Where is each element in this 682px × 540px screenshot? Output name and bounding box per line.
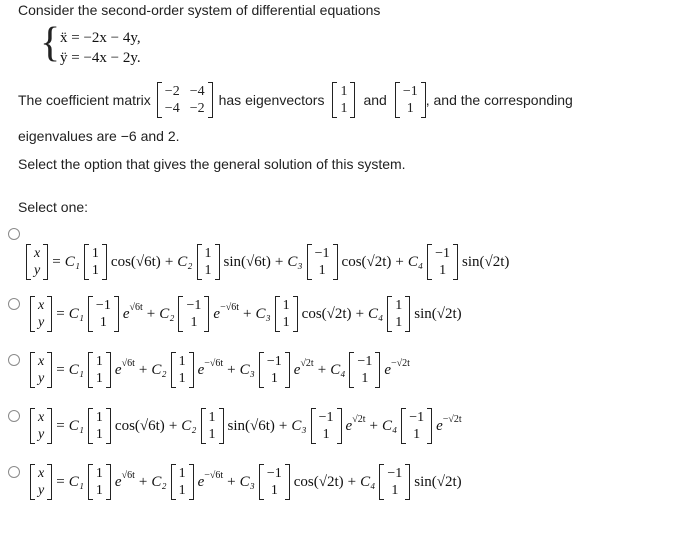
bracket: [102, 244, 107, 280]
math-token: e: [197, 473, 205, 490]
vector-entries: [162, 82, 208, 118]
coef-a12: −4: [189, 84, 205, 99]
math-token: 1: [282, 298, 290, 313]
vector-entries: [93, 408, 106, 444]
math-token: cos(√2t): [293, 473, 344, 490]
vector-entries: [384, 464, 405, 500]
vector: [171, 352, 194, 388]
bracket: [453, 244, 458, 280]
vector-entries: [93, 352, 106, 388]
math-token: cos(√6t): [114, 417, 165, 434]
math-token: sin(√6t): [223, 253, 271, 270]
math-token: −√6t: [204, 357, 224, 369]
question-intro: Consider the second-order system of differential equations: [18, 2, 381, 18]
vector: [88, 464, 111, 500]
math-token: e: [384, 361, 391, 378]
math-token: =: [56, 361, 65, 378]
math-token: x: [38, 298, 45, 313]
vector-entries: [93, 296, 114, 332]
vector: [197, 244, 220, 280]
math-token: 1: [395, 315, 403, 330]
math-token: C₂: [151, 473, 167, 490]
vector-entries: [35, 408, 47, 444]
math-token: 1: [95, 483, 103, 498]
bracket: [337, 408, 342, 444]
eigenvector-1: [332, 82, 355, 118]
math-token: cos(√2t): [301, 305, 352, 322]
math-token: −1: [266, 466, 282, 481]
math-token: 1: [208, 410, 216, 425]
vector-entries: [400, 82, 421, 118]
vector: [427, 244, 458, 280]
eigenvalues-line: eigenvalues are −6 and 2.: [18, 128, 180, 144]
math-token: +: [317, 361, 327, 378]
vector-entries: [183, 296, 204, 332]
bracket: [427, 408, 432, 444]
math-token: +: [369, 417, 378, 434]
math-token: 1: [95, 466, 103, 481]
math-token: +: [242, 305, 252, 322]
math-token: −1: [314, 246, 330, 261]
bracket: [106, 464, 111, 500]
math-token: C₃: [239, 361, 255, 378]
math-token: +: [138, 473, 148, 490]
math-token: 1: [395, 298, 403, 313]
math-token: −√6t: [204, 469, 224, 481]
math-token: √6t: [121, 357, 135, 369]
math-token: −1: [357, 354, 373, 369]
vector-entries: [312, 244, 333, 280]
instruction: Select the option that gives the general solution of this system.: [18, 156, 406, 172]
coefficient-line: [18, 82, 573, 118]
and-text: and: [363, 92, 387, 108]
math-token: C₂: [159, 305, 175, 322]
option-4-radio[interactable]: [8, 410, 20, 422]
math-token: 1: [391, 483, 399, 498]
math-token: C₃: [287, 253, 303, 270]
bracket: [215, 244, 220, 280]
math-token: 1: [204, 246, 212, 261]
vector-entries: [35, 296, 47, 332]
vector-entries: [392, 296, 405, 332]
equation-2: ÿ = −4x − 2y.: [60, 50, 141, 66]
math-token: x: [38, 354, 45, 369]
vector: [30, 464, 52, 500]
vector-entries: [354, 352, 375, 388]
vector-entries: [206, 408, 219, 444]
math-token: cos(√6t): [110, 253, 161, 270]
math-token: 1: [178, 371, 186, 386]
math-token: C₃: [239, 473, 255, 490]
vector: [88, 296, 119, 332]
math-token: e: [436, 417, 443, 434]
math-token: x: [34, 246, 41, 261]
math-token: cos(√2t): [341, 253, 392, 270]
math-token: C₄: [360, 473, 376, 490]
math-token: −√2t: [391, 357, 410, 369]
math-token: −1: [387, 466, 403, 481]
bracket: [405, 464, 410, 500]
coefficient-matrix: [157, 82, 213, 118]
option-5-radio[interactable]: [8, 466, 20, 478]
vector: [259, 464, 290, 500]
bracket: [375, 352, 380, 388]
eigvec1-top: 1: [340, 84, 348, 99]
math-token: 1: [282, 315, 290, 330]
math-token: C₄: [368, 305, 384, 322]
vector: [259, 352, 290, 388]
bracket: [405, 296, 410, 332]
math-token: sin(√2t): [462, 253, 510, 270]
bracket: [189, 464, 194, 500]
bracket: [47, 296, 52, 332]
math-token: 1: [91, 263, 99, 278]
option-2-radio[interactable]: [8, 298, 20, 310]
vector: [307, 244, 338, 280]
math-token: C₁: [68, 361, 84, 378]
math-token: +: [227, 361, 236, 378]
math-token: √2t: [300, 357, 314, 369]
bracket: [333, 244, 338, 280]
option-2-expression[interactable]: [30, 296, 462, 332]
math-token: 1: [178, 354, 186, 369]
math-token: 1: [178, 483, 186, 498]
math-token: y: [38, 427, 45, 442]
vector-entries: [337, 82, 350, 118]
math-token: C₄: [407, 253, 424, 270]
math-token: =: [56, 417, 65, 434]
math-token: e: [213, 305, 221, 322]
math-token: y: [38, 315, 45, 330]
math-token: 1: [204, 263, 212, 278]
vector-entries: [406, 408, 427, 444]
math-token: 1: [413, 427, 421, 442]
coef-a11: −2: [164, 84, 180, 99]
bracket: [47, 352, 52, 388]
corresponding-text: , and the corresponding: [425, 92, 573, 108]
math-token: x: [38, 466, 45, 481]
vector: [30, 408, 52, 444]
lhs-vector: [26, 244, 48, 280]
vector-entries: [176, 464, 189, 500]
math-token: √6t: [129, 301, 143, 313]
math-token: 1: [95, 410, 103, 425]
math-token: 1: [190, 315, 198, 330]
math-token: √6t: [121, 469, 135, 481]
coef-text: The coefficient matrix: [18, 92, 151, 108]
math-token: +: [168, 417, 178, 434]
option-1-expression[interactable]: [26, 244, 509, 280]
vector: [30, 296, 52, 332]
vector: [88, 352, 111, 388]
math-token: −1: [435, 246, 451, 261]
coef-a22: −2: [189, 101, 205, 116]
math-token: e: [122, 305, 130, 322]
bracket: [350, 82, 355, 118]
vector-entries: [35, 352, 47, 388]
vector-entries: [202, 244, 215, 280]
eigvec1-bottom: 1: [340, 101, 348, 116]
math-token: 1: [270, 483, 278, 498]
math-token: sin(√2t): [414, 473, 462, 490]
math-token: y: [34, 263, 41, 278]
math-token: 1: [99, 315, 107, 330]
math-token: −1: [409, 410, 425, 425]
has-eigenvectors-text: has eigenvectors: [218, 92, 325, 108]
bracket: [43, 244, 48, 280]
math-token: +: [146, 305, 156, 322]
select-one-label: Select one:: [18, 199, 89, 215]
vector-entries: [31, 244, 43, 280]
math-token: +: [395, 253, 404, 270]
bracket: [204, 296, 209, 332]
vector: [201, 408, 224, 444]
math-token: C₃: [255, 305, 271, 322]
math-token: 1: [322, 427, 330, 442]
math-token: +: [278, 417, 288, 434]
math-token: =: [52, 253, 61, 270]
bracket: [219, 408, 224, 444]
bracket: [106, 352, 111, 388]
math-token: 1: [95, 354, 103, 369]
math-token: e: [197, 361, 205, 378]
vector-entries: [35, 464, 47, 500]
vector-entries: [176, 352, 189, 388]
bracket: [293, 296, 298, 332]
vector: [401, 408, 432, 444]
eigvec2-bottom: 1: [406, 101, 414, 116]
math-token: −√2t: [442, 413, 462, 425]
math-token: +: [164, 253, 174, 270]
vector: [30, 352, 52, 388]
vector: [379, 464, 410, 500]
math-token: +: [227, 473, 236, 490]
bracket: [47, 408, 52, 444]
math-token: −1: [266, 354, 282, 369]
vector: [311, 408, 342, 444]
equation-1: ẍ = −2x − 4y,: [60, 30, 141, 46]
math-token: C₁: [68, 305, 84, 322]
vector: [349, 352, 380, 388]
vector-entries: [280, 296, 293, 332]
vector: [171, 464, 194, 500]
bracket: [208, 82, 213, 118]
bracket: [106, 408, 111, 444]
math-token: 1: [208, 427, 216, 442]
vector-entries: [89, 244, 102, 280]
coef-a21: −4: [164, 101, 180, 116]
option-3-expression[interactable]: [30, 352, 410, 388]
math-token: −√6t: [220, 301, 239, 313]
math-token: C₁: [68, 417, 84, 434]
math-token: 1: [95, 371, 103, 386]
math-token: x: [38, 410, 45, 425]
math-token: −1: [95, 298, 111, 313]
vector-entries: [432, 244, 453, 280]
math-token: +: [138, 361, 148, 378]
bracket: [47, 464, 52, 500]
system-brace: {: [40, 20, 61, 66]
math-token: C₄: [330, 361, 346, 378]
math-token: C₁: [64, 253, 80, 270]
math-token: sin(√6t): [227, 417, 275, 434]
math-token: +: [355, 305, 365, 322]
math-token: 1: [91, 246, 99, 261]
math-token: =: [56, 473, 65, 490]
math-token: +: [347, 473, 357, 490]
bracket: [285, 464, 290, 500]
math-token: e: [293, 361, 301, 378]
math-token: 1: [361, 371, 369, 386]
math-token: 1: [178, 466, 186, 481]
option-1-radio[interactable]: [8, 228, 20, 240]
bracket: [114, 296, 119, 332]
math-token: C₁: [68, 473, 84, 490]
math-token: −1: [318, 410, 334, 425]
vector: [178, 296, 209, 332]
option-5-expression[interactable]: [30, 464, 462, 500]
vector-entries: [264, 464, 285, 500]
math-token: e: [345, 417, 353, 434]
math-token: C₂: [181, 417, 197, 434]
math-token: 1: [270, 371, 278, 386]
bracket: [189, 352, 194, 388]
math-token: C₃: [291, 417, 307, 434]
option-3-radio[interactable]: [8, 354, 20, 366]
vector: [88, 408, 111, 444]
eigvec2-top: −1: [402, 84, 418, 99]
math-token: √2t: [352, 413, 366, 425]
math-token: =: [56, 305, 65, 322]
vector-entries: [316, 408, 337, 444]
math-token: −1: [186, 298, 202, 313]
math-token: 1: [95, 427, 103, 442]
math-token: y: [38, 371, 45, 386]
vector: [84, 244, 107, 280]
math-token: sin(√2t): [414, 305, 462, 322]
math-token: e: [114, 473, 122, 490]
option-4-expression[interactable]: [30, 408, 462, 444]
math-token: C₂: [177, 253, 193, 270]
math-token: y: [38, 483, 45, 498]
bracket: [285, 352, 290, 388]
math-token: +: [274, 253, 284, 270]
vector: [387, 296, 410, 332]
math-token: 1: [439, 263, 447, 278]
eigenvector-2: [395, 82, 426, 118]
vector: [275, 296, 298, 332]
math-token: C₄: [381, 417, 398, 434]
math-token: 1: [318, 263, 326, 278]
math-token: C₂: [151, 361, 167, 378]
math-token: e: [114, 361, 122, 378]
vector-entries: [264, 352, 285, 388]
vector-entries: [93, 464, 106, 500]
